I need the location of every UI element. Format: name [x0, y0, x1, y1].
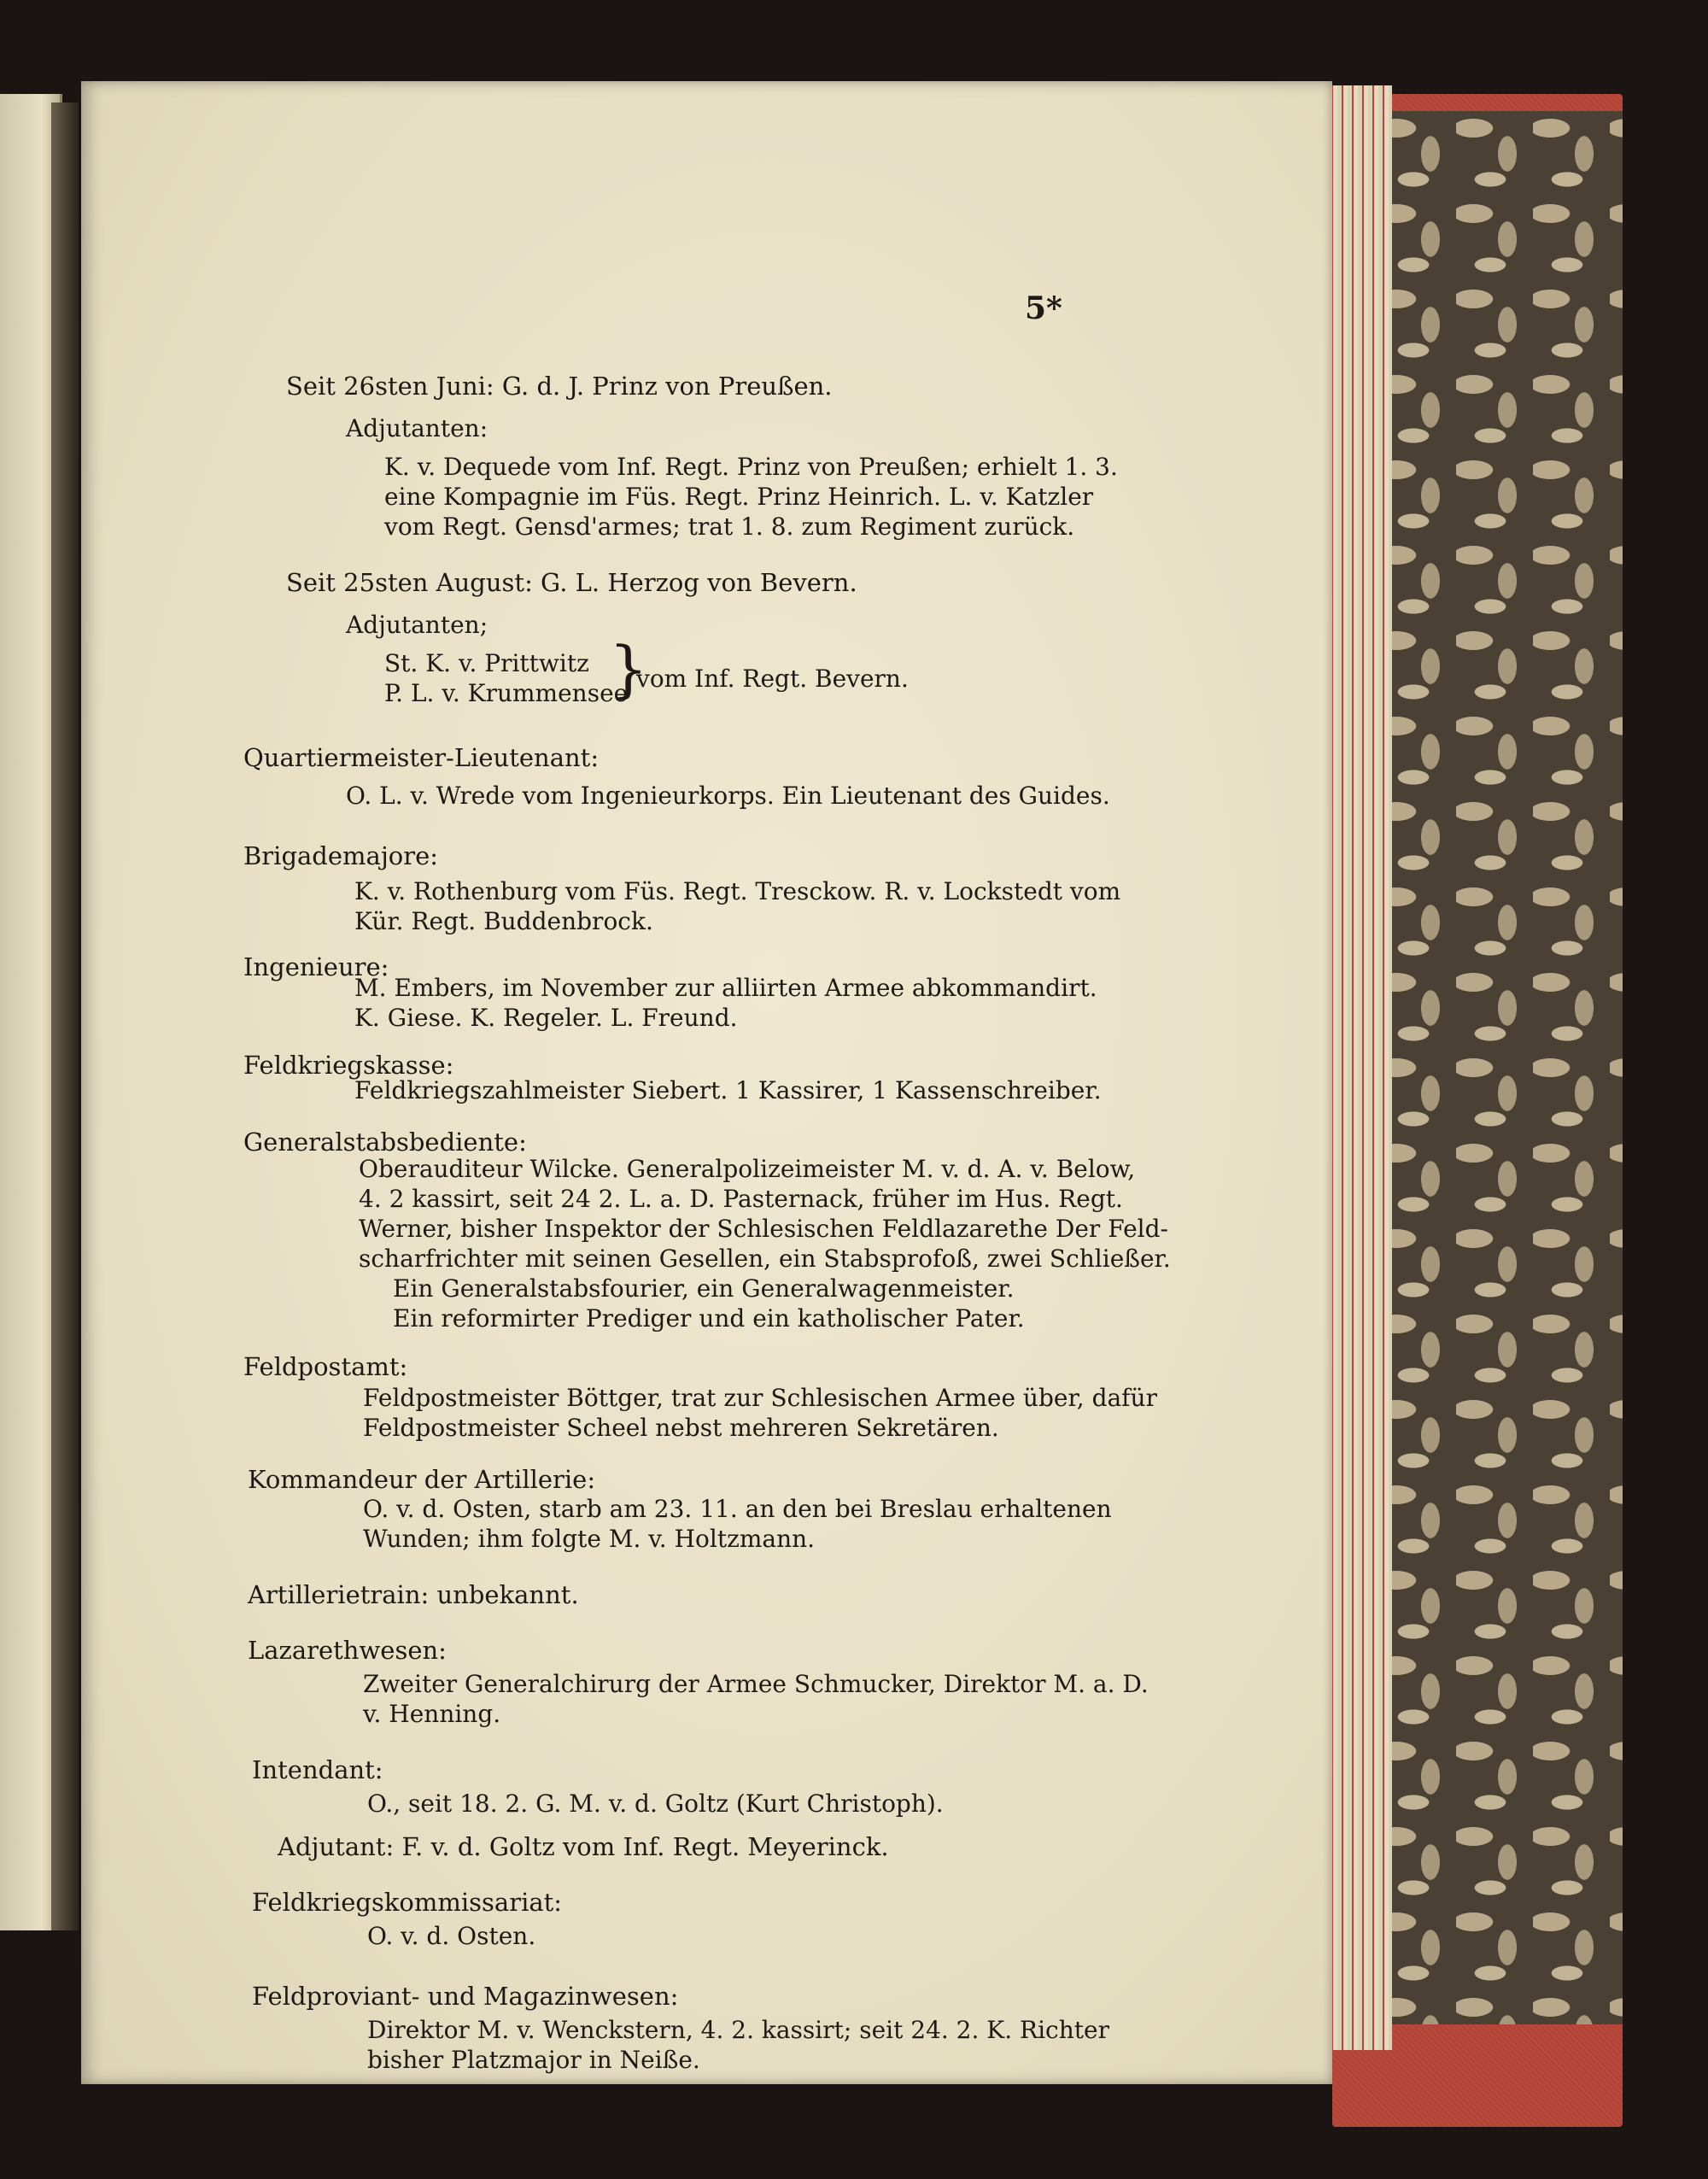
text-line: Zweiter Generalchirurg der Armee Schmucker, Direktor M. a. D.	[363, 1670, 1149, 1698]
text-line: eine Kompagnie im Füs. Regt. Prinz Heinrich. L. v. Katzler	[384, 483, 1094, 511]
book-page	[81, 81, 1332, 2084]
text-line: K. v. Dequede vom Inf. Regt. Prinz von Preußen; erhielt 1. 3.	[384, 453, 1118, 481]
section-heading: Intendant:	[252, 1755, 383, 1784]
text-line: O. v. d. Osten.	[367, 1922, 536, 1950]
text-line: K. v. Rothenburg vom Füs. Regt. Tresckow. R. v. Lockstedt vom	[354, 877, 1121, 905]
text-line: M. Embers, im November zur alliirten Armee abkommandirt.	[354, 974, 1097, 1002]
text-line: P. L. v. Krummensee	[384, 679, 629, 707]
text-line: Werner, bisher Inspektor der Schlesischen Feldlazarethe Der Feld-	[359, 1215, 1168, 1243]
text-line: vom Regt. Gensd'armes; trat 1. 8. zum Regiment zurück.	[384, 513, 1075, 541]
text-line: scharfrichter mit seinen Gesellen, ein Stabsprofoß, zwei Schließer.	[359, 1245, 1171, 1273]
subheading: Adjutanten:	[346, 414, 488, 442]
section-heading: Artillerietrain: unbekannt.	[248, 1580, 579, 1609]
section-heading: Ingenieure:	[243, 952, 389, 981]
section-heading: Feldkriegskommissariat:	[252, 1888, 563, 1917]
text-line: Feldpostmeister Böttger, trat zur Schlesischen Armee über, dafür	[363, 1384, 1157, 1412]
section-heading: Adjutant: F. v. d. Goltz vom Inf. Regt. Meyerinck.	[278, 1832, 889, 1861]
text-line: St. K. v. Prittwitz	[384, 649, 589, 677]
page-number: 5*	[1025, 290, 1062, 326]
text-line: Direktor M. v. Wenckstern, 4. 2. kassirt; seit 24. 2. K. Richter	[367, 2016, 1109, 2044]
section-heading: Feldproviant- und Magazinwesen:	[252, 1982, 679, 2011]
text-line: O. v. d. Osten, starb am 23. 11. an den bei Breslau erhaltenen	[363, 1495, 1112, 1523]
section-heading: Brigademajore:	[243, 841, 439, 870]
text-line: O. L. v. Wrede vom Ingenieurkorps. Ein Lieutenant des Guides.	[346, 782, 1110, 810]
marbled-endpaper	[1379, 111, 1623, 2024]
section-heading: Lazarethwesen:	[248, 1636, 447, 1665]
text-line: Feldpostmeister Scheel nebst mehreren Sekretären.	[363, 1414, 999, 1442]
brace-glyph: }	[609, 633, 648, 705]
section-heading: Quartiermeister-Lieutenant:	[243, 743, 600, 772]
text-line: Kür. Regt. Buddenbrock.	[354, 907, 653, 935]
text-line: v. Henning.	[363, 1700, 501, 1728]
text-line: O., seit 18. 2. G. M. v. d. Goltz (Kurt Christoph).	[367, 1789, 944, 1818]
text-line: Wunden; ihm folgte M. v. Holtzmann.	[363, 1525, 816, 1553]
text-line: bisher Platzmajor in Neiße.	[367, 2046, 700, 2074]
section-heading: Generalstabsbediente:	[243, 1128, 527, 1157]
text-line: Ein Generalstabsfourier, ein Generalwagenmeister.	[393, 1274, 1015, 1303]
gutter-shadow	[51, 103, 79, 1930]
subheading: Adjutanten;	[346, 611, 488, 639]
section-heading: Seit 25sten August: G. L. Herzog von Bevern.	[286, 568, 857, 597]
text-line: Feldkriegszahlmeister Siebert. 1 Kassirer, 1 Kassenschreiber.	[354, 1076, 1102, 1104]
text-line: Oberauditeur Wilcke. Generalpolizeimeister M. v. d. A. v. Below,	[359, 1155, 1136, 1183]
section-heading: Seit 26sten Juni: G. d. J. Prinz von Preußen.	[286, 372, 833, 401]
text-line: K. Giese. K. Regeler. L. Freund.	[354, 1004, 738, 1032]
section-heading: Feldpostamt:	[243, 1352, 408, 1381]
section-heading: Kommandeur der Artillerie:	[248, 1465, 596, 1494]
text-line: vom Inf. Regt. Bevern.	[636, 665, 909, 693]
section-heading: Feldkriegskasse:	[243, 1051, 454, 1080]
text-line: 4. 2 kassirt, seit 24 2. L. a. D. Pasternack, früher im Hus. Regt.	[359, 1185, 1123, 1213]
text-line: Ein reformirter Prediger und ein katholischer Pater.	[393, 1304, 1025, 1333]
